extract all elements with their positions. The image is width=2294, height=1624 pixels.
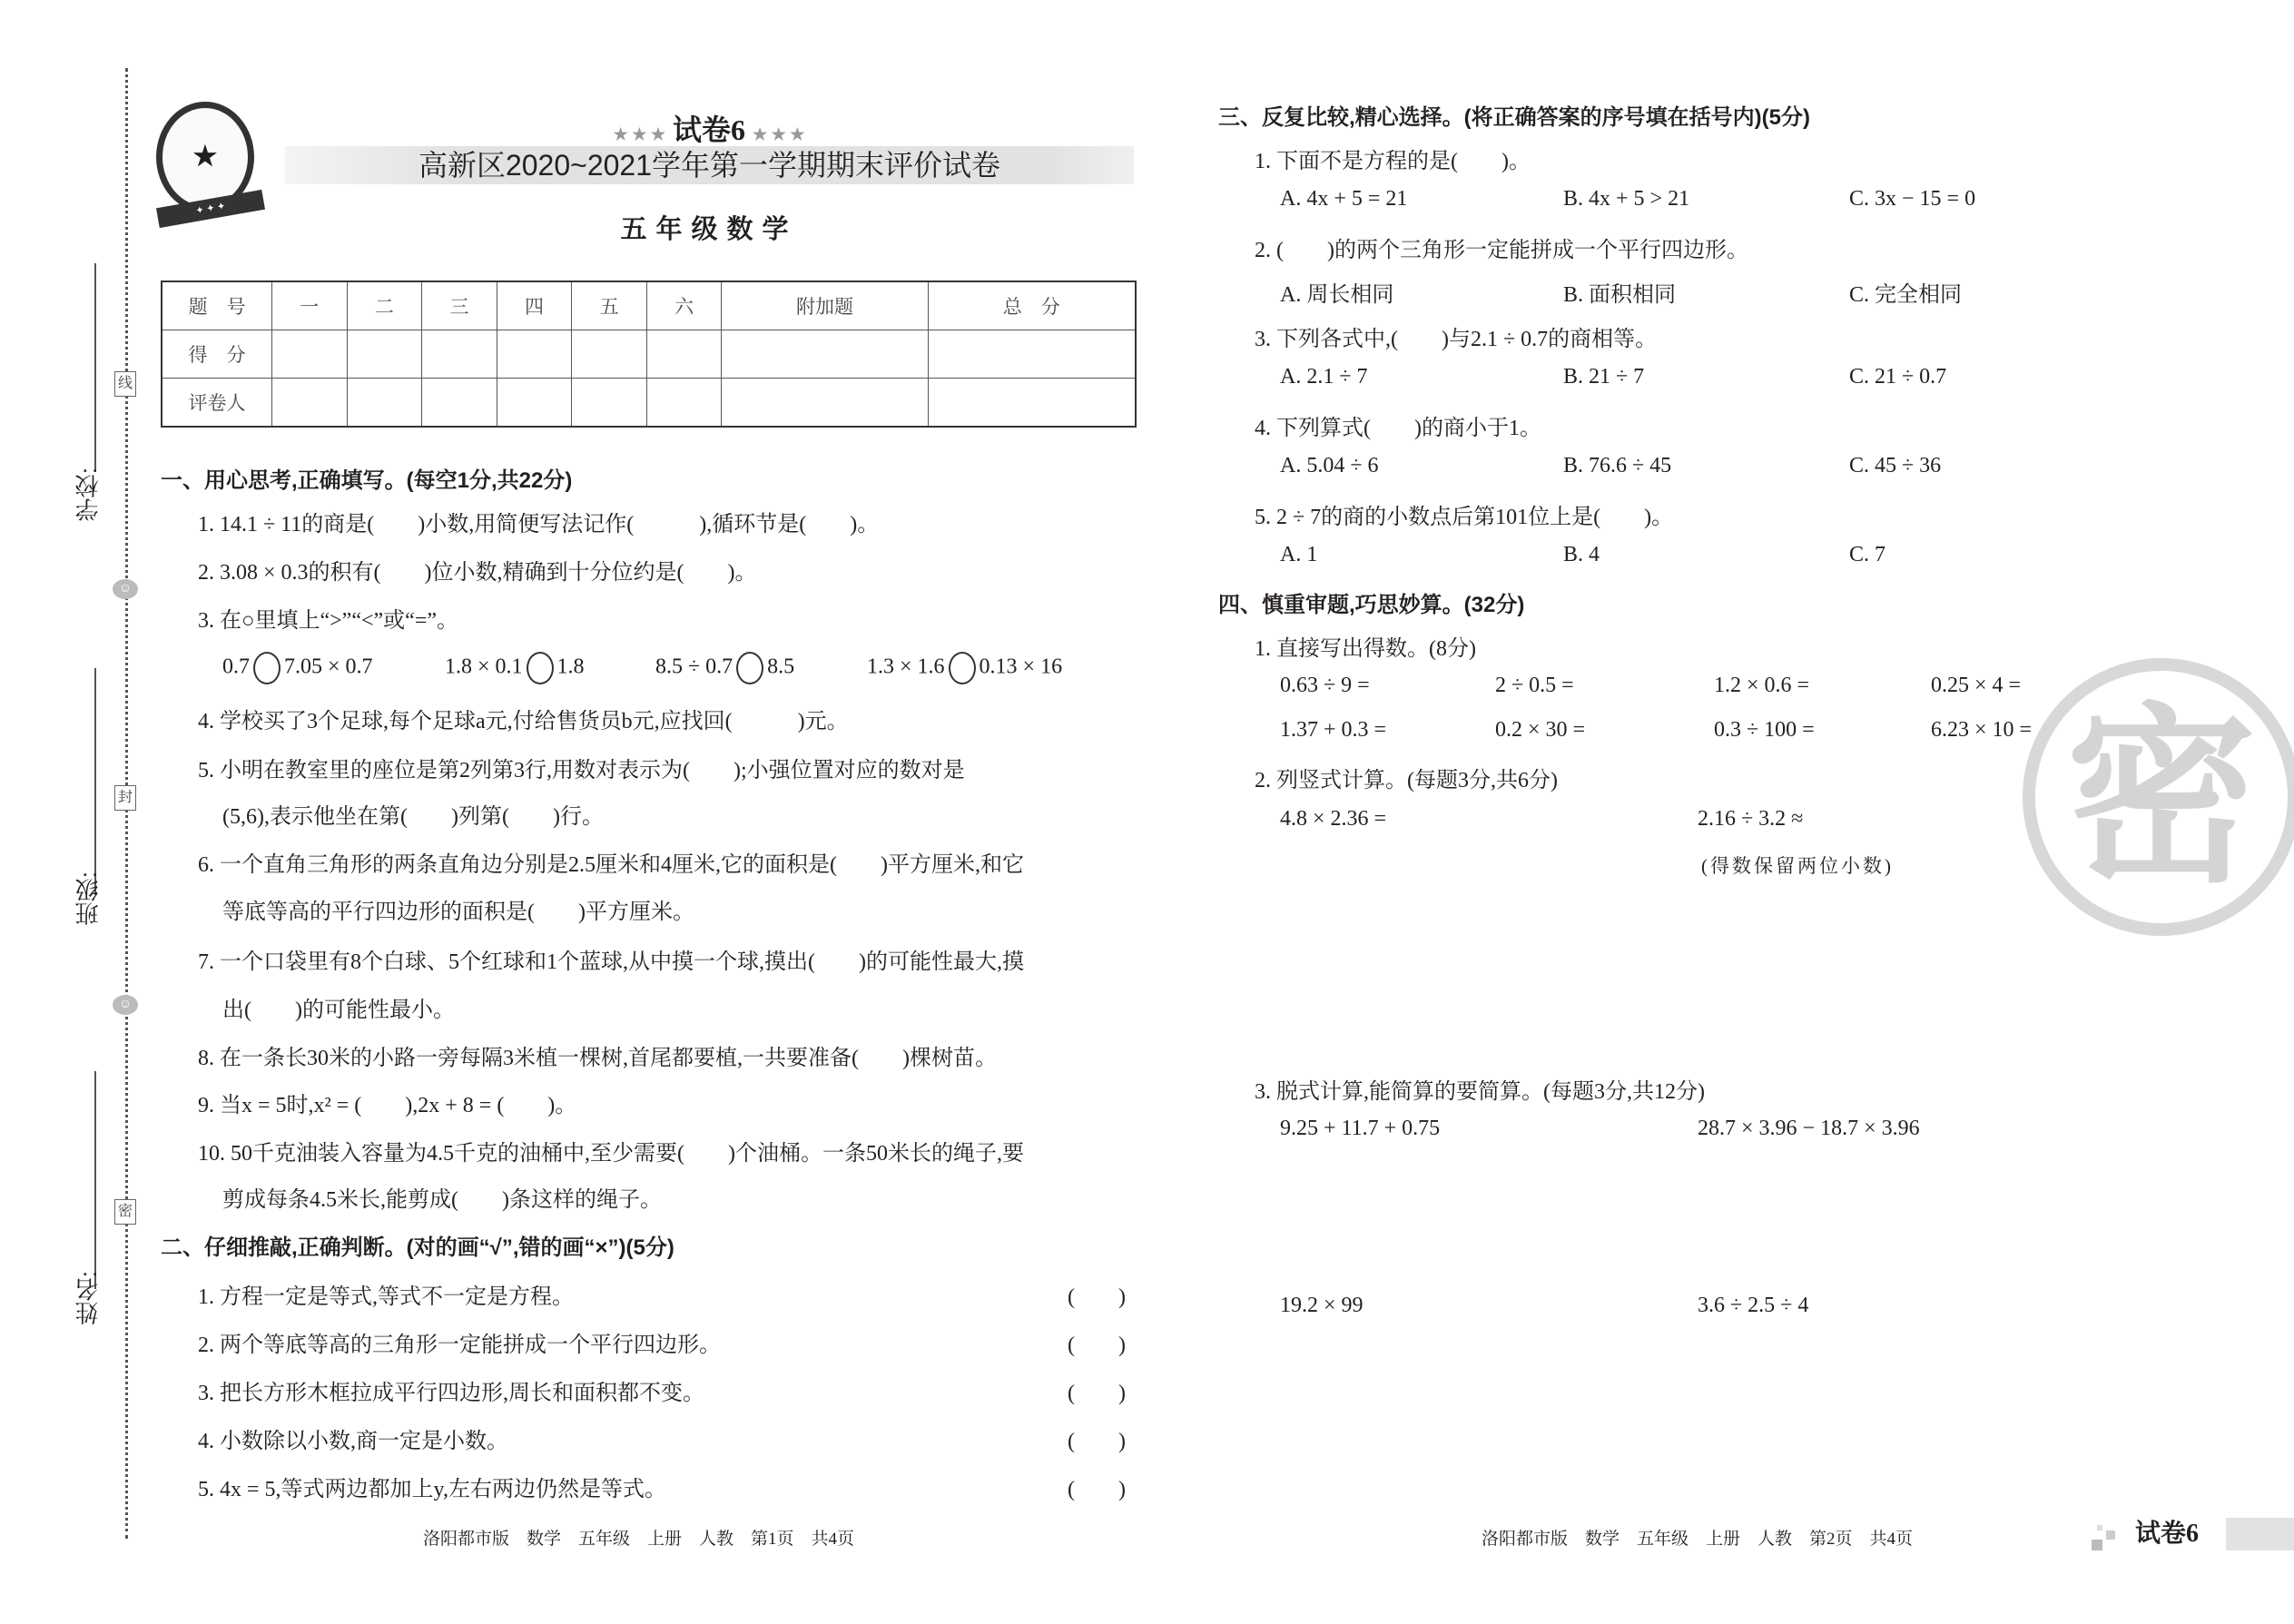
- compare-circle-blank[interactable]: [527, 652, 554, 684]
- class-label: 班级:: [74, 871, 102, 926]
- class-underline: [94, 668, 96, 895]
- score-header-cell: 一: [272, 281, 348, 330]
- part1-title: 1. 直接写出得数。(8分): [1255, 637, 1476, 661]
- section1-heading: 一、用心思考,正确填写。(每空1分,共22分): [161, 468, 573, 493]
- mental-math-item: 0.2 × 30 =: [1495, 718, 1586, 742]
- answer-paren[interactable]: ( ): [1068, 1382, 1126, 1405]
- choice-option: C. 21 ÷ 0.7: [1849, 365, 1947, 389]
- school-label: 学校:: [74, 468, 102, 522]
- choice-option: C. 7: [1849, 543, 1886, 566]
- choice-option: C. 3x − 15 = 0: [1849, 187, 1976, 211]
- score-input-cell[interactable]: [646, 330, 722, 379]
- vertical-calc-item: 2.16 ÷ 3.2 ≈: [1698, 807, 1804, 831]
- score-input-cell[interactable]: [272, 330, 348, 379]
- school-underline: [94, 263, 96, 470]
- mental-math-item: 0.25 × 4 =: [1931, 674, 2022, 697]
- mental-math-item: 0.63 ÷ 9 =: [1280, 674, 1370, 697]
- score-input-cell[interactable]: [347, 379, 422, 428]
- compare-circle-blank[interactable]: [253, 652, 281, 684]
- name-label: 姓名:: [74, 1271, 102, 1325]
- score-input-cell[interactable]: [572, 379, 647, 428]
- score-row-label: 得 分: [162, 330, 272, 379]
- compare-item: [867, 652, 1062, 684]
- exam-tag: [2092, 1518, 2294, 1550]
- question-line: 9. 当x = 5时,x² = ( ),2x + 8 = ( )。: [198, 1094, 577, 1117]
- compare-right: 1.8: [556, 655, 585, 679]
- score-header-cell: 三: [422, 281, 497, 330]
- star-icon: ★ ★ ★: [613, 125, 665, 143]
- mental-math-item: 1.2 × 0.6 =: [1714, 674, 1810, 697]
- judge-item: 2. 两个等底等高的三角形一定能拼成一个平行四边形。: [198, 1334, 721, 1357]
- choice-question: 2. ( )的两个三角形一定能拼成一个平行四边形。: [1255, 239, 1748, 262]
- score-input-cell[interactable]: [928, 330, 1136, 379]
- question-line: 1. 14.1 ÷ 11的商是( )小数,用简便写法记作( ),循环节是( )。: [198, 513, 880, 536]
- judge-item: 3. 把长方形木框拉成平行四边形,周长和面积都不变。: [198, 1382, 704, 1405]
- score-table-row: [162, 379, 1136, 428]
- choice-option: B. 76.6 ÷ 45: [1563, 454, 1672, 477]
- star-icon: ★ ★ ★: [753, 125, 805, 143]
- footer-left: 洛阳都市版 数学 五年级 上册 人教 第1页 共4页: [423, 1530, 855, 1549]
- score-header-cell: 二: [347, 281, 422, 330]
- compare-right: 0.13 × 16: [979, 655, 1063, 679]
- compare-circle-blank[interactable]: [949, 652, 976, 684]
- rounding-note: (得数保留两位小数): [1701, 855, 1894, 877]
- choice-option: B. 面积相同: [1563, 283, 1677, 307]
- choice-question: 4. 下列算式( )的商小于1。: [1255, 417, 1541, 440]
- choice-option: A. 2.1 ÷ 7: [1280, 365, 1368, 389]
- score-input-cell[interactable]: [497, 379, 572, 428]
- step-calc-item: 9.25 + 11.7 + 0.75: [1280, 1117, 1441, 1140]
- question-line: 8. 在一条长30米的小路一旁每隔3米植一棵树,首尾都要植,一共要准备( )棵树苗。: [198, 1047, 997, 1070]
- choice-option: A. 1: [1280, 543, 1318, 566]
- choice-option: A. 周长相同: [1280, 283, 1394, 307]
- answer-paren[interactable]: ( ): [1068, 1478, 1126, 1501]
- score-input-cell[interactable]: [572, 330, 647, 379]
- score-input-cell[interactable]: [347, 330, 422, 379]
- mental-math-item: 6.23 × 10 =: [1931, 718, 2033, 742]
- exam-title: 高新区2020~2021学年第一学期期末评价试卷: [418, 149, 1001, 182]
- question-line: 等底等高的平行四边形的面积是( )平方厘米。: [222, 901, 694, 924]
- judge-item: 4. 小数除以小数,商一定是小数。: [198, 1430, 508, 1453]
- score-input-cell[interactable]: [497, 330, 572, 379]
- question-line: 3. 在○里填上“>”“<”或“=”。: [198, 609, 459, 633]
- score-row-label: 评卷人: [162, 379, 272, 428]
- question-line: 10. 50千克油装入容量为4.5千克的油桶中,至少需要( )个油桶。一条50米长的绳子,要: [198, 1142, 1024, 1166]
- choice-option: A. 5.04 ÷ 6: [1280, 454, 1379, 477]
- section4-heading: 四、慎重审题,巧思妙算。(32分): [1218, 593, 1525, 617]
- score-input-cell[interactable]: [646, 379, 722, 428]
- question-line: 2. 3.08 × 0.3的积有( )位小数,精确到十分位约是( )。: [198, 561, 757, 585]
- part3-title: 3. 脱式计算,能简算的要简算。(每题3分,共12分): [1255, 1080, 1705, 1104]
- score-table-row: [162, 330, 1136, 379]
- question-line: 7. 一个口袋里有8个白球、5个红球和1个蓝球,从中摸一个球,摸出( )的可能性最大,摸: [198, 950, 1024, 974]
- question-line: 5. 小明在教室里的座位是第2列第3行,用数对表示为( );小强位置对应的数对是: [198, 759, 965, 782]
- mental-math-item: 1.37 + 0.3 =: [1280, 718, 1387, 742]
- choice-question: 5. 2 ÷ 7的商的小数点后第101位上是( )。: [1255, 506, 1674, 529]
- score-table: [161, 281, 1137, 428]
- score-header-cell: 四: [497, 281, 572, 330]
- score-header-cell: 五: [572, 281, 647, 330]
- score-input-cell[interactable]: [722, 330, 928, 379]
- choice-option: A. 4x + 5 = 21: [1280, 187, 1408, 211]
- question-line: 出( )的可能性最小。: [222, 999, 455, 1022]
- exam-tag-text: 试卷6: [2135, 1518, 2224, 1550]
- compare-circle-blank[interactable]: [736, 652, 763, 684]
- score-input-cell[interactable]: [272, 379, 348, 428]
- choice-option: C. 完全相同: [1849, 283, 1963, 307]
- name-underline: [94, 1071, 96, 1289]
- score-input-cell[interactable]: [422, 330, 497, 379]
- choice-question: 3. 下列各式中,( )与2.1 ÷ 0.7的商相等。: [1255, 328, 1658, 351]
- judge-item: 1. 方程一定是等式,等式不一定是方程。: [198, 1285, 574, 1309]
- question-line: 剪成每条4.5米长,能剪成( )条这样的绳子。: [222, 1188, 662, 1212]
- score-header-cell: 附加题: [722, 281, 928, 330]
- answer-paren[interactable]: ( ): [1068, 1430, 1126, 1453]
- score-header-cell: 六: [646, 281, 722, 330]
- step-calc-item: 19.2 × 99: [1280, 1294, 1364, 1317]
- answer-paren[interactable]: ( ): [1068, 1285, 1126, 1309]
- choice-option: B. 4: [1563, 543, 1600, 566]
- score-input-cell[interactable]: [422, 379, 497, 428]
- section3-heading: 三、反复比较,精心选择。(将正确答案的序号填在括号内)(5分): [1218, 105, 1810, 130]
- choice-option: B. 21 ÷ 7: [1563, 365, 1645, 389]
- choice-question: 1. 下面不是方程的是( )。: [1255, 150, 1531, 173]
- question-line: 6. 一个直角三角形的两条直角边分别是2.5厘米和4厘米,它的面积是( )平方厘米,和它: [198, 853, 1024, 877]
- score-header-cell: 总 分: [928, 281, 1136, 330]
- compare-left: 8.5 ÷ 0.7: [655, 655, 733, 679]
- swirl-icon: ☺: [113, 995, 138, 1015]
- compare-item: [445, 652, 585, 684]
- compare-item: [655, 652, 794, 684]
- answer-paren[interactable]: ( ): [1068, 1334, 1126, 1357]
- question-line: (5,6),表示他坐在第( )列第( )行。: [222, 805, 604, 829]
- confidential-watermark: 密: [2023, 658, 2294, 936]
- judge-item: 5. 4x = 5,等式两边都加上y,左右两边仍然是等式。: [198, 1478, 666, 1501]
- exam-subtitle: 五年级数学: [620, 215, 798, 244]
- score-header-cell: 题 号: [162, 281, 272, 330]
- compare-left: 0.7: [222, 655, 250, 679]
- compare-right: 8.5: [767, 655, 795, 679]
- section2-heading: 二、仔细推敲,正确判断。(对的画“√”,错的画“×”)(5分): [161, 1235, 674, 1260]
- binding-mark-feng: 封: [114, 785, 136, 811]
- score-input-cell[interactable]: [928, 379, 1136, 428]
- compare-left: 1.3 × 1.6: [867, 655, 945, 679]
- mental-math-item: 0.3 ÷ 100 =: [1714, 718, 1815, 742]
- step-calc-item: 28.7 × 3.96 − 18.7 × 3.96: [1698, 1117, 1920, 1140]
- score-table-header: [162, 281, 1136, 330]
- question-line: 4. 学校买了3个足球,每个足球a元,付给售货员b元,应找回( )元。: [198, 710, 849, 733]
- binding-mark-mi: 密: [114, 1199, 136, 1225]
- step-calc-item: 3.6 ÷ 2.5 ÷ 4: [1698, 1294, 1809, 1317]
- footer-right: 洛阳都市版 数学 五年级 上册 人教 第2页 共4页: [1482, 1530, 1914, 1549]
- mental-math-item: 2 ÷ 0.5 =: [1495, 674, 1574, 697]
- compare-left: 1.8 × 0.1: [445, 655, 523, 679]
- compare-item: [222, 652, 373, 684]
- brand-logo: ★ ✦ ✦ ✦: [156, 102, 254, 212]
- exam-number: ★ ★ ★ 试卷6 ★ ★ ★: [613, 113, 805, 146]
- score-input-cell[interactable]: [722, 379, 928, 428]
- binding-mark-xian: 线: [114, 371, 136, 397]
- choice-option: C. 45 ÷ 36: [1849, 454, 1942, 477]
- part2-title: 2. 列竖式计算。(每题3分,共6分): [1255, 769, 1558, 792]
- swirl-icon: ☺: [113, 579, 138, 599]
- vertical-calc-item: 4.8 × 2.36 =: [1280, 807, 1387, 831]
- choice-option: B. 4x + 5 > 21: [1563, 187, 1690, 211]
- compare-right: 7.05 × 0.7: [284, 655, 373, 679]
